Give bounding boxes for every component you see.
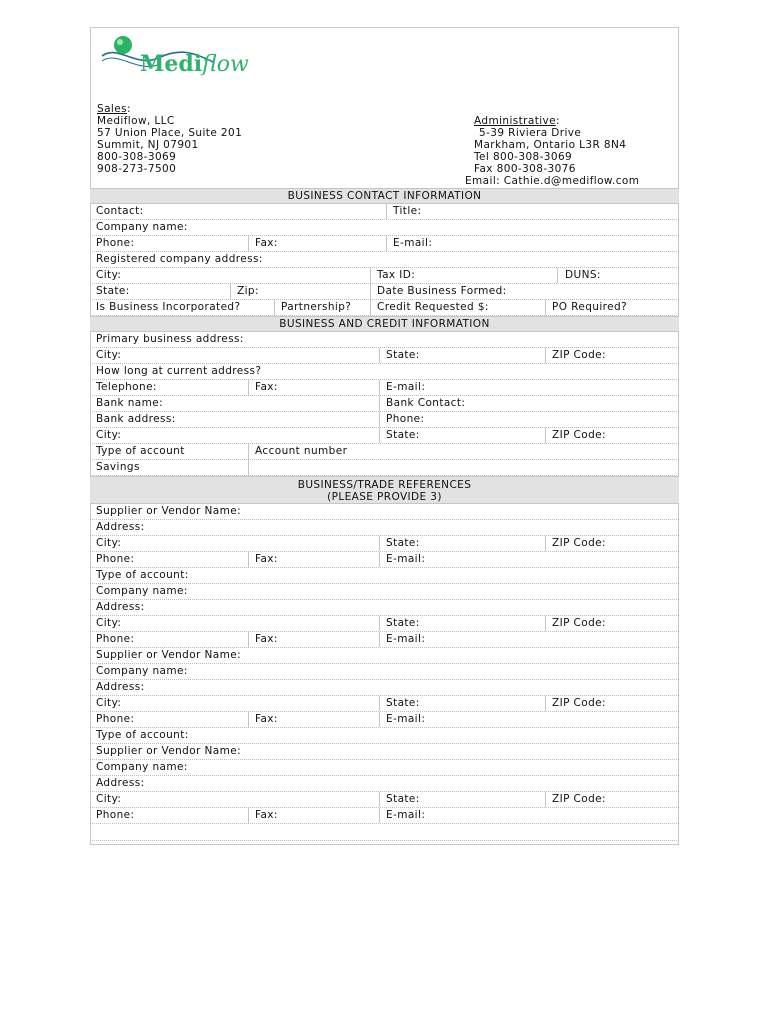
- blank-row[interactable]: [90, 824, 679, 841]
- section-header-trade-references: [90, 476, 679, 504]
- form-row: [90, 460, 679, 476]
- form-row: [90, 412, 679, 428]
- phone-field[interactable]: Phone:: [96, 237, 135, 249]
- phone-field[interactable]: Phone:: [96, 633, 135, 645]
- fax-field[interactable]: Fax:: [248, 552, 379, 567]
- fax-field[interactable]: Fax:: [248, 380, 379, 395]
- email-field[interactable]: E-mail:: [379, 552, 679, 567]
- form-row: [90, 680, 679, 696]
- form-row: [90, 600, 679, 616]
- trade-references-title: BUSINESS/TRADE REFERENCES: [297, 479, 472, 491]
- form-row: [90, 332, 679, 348]
- sales-heading: Sales: [97, 103, 127, 115]
- phone-field[interactable]: Phone:: [379, 412, 679, 427]
- company-name-field[interactable]: Company name:: [96, 585, 188, 597]
- supplier-field[interactable]: Supplier or Vendor Name:: [96, 505, 242, 517]
- form-row: [90, 712, 679, 728]
- contact-field[interactable]: Contact:: [96, 205, 144, 217]
- address-field[interactable]: Address:: [96, 681, 145, 693]
- bank-name-field[interactable]: Bank name:: [96, 397, 164, 409]
- address-field[interactable]: Address:: [96, 777, 145, 789]
- zip-code-field[interactable]: ZIP Code:: [545, 428, 679, 443]
- duns-field[interactable]: DUNS:: [557, 268, 679, 283]
- form-row: [90, 396, 679, 412]
- email-field[interactable]: E-mail:: [379, 632, 679, 647]
- form-row: [90, 236, 679, 252]
- company-name-field[interactable]: Company name:: [96, 221, 188, 233]
- email-field[interactable]: E-mail:: [379, 808, 679, 823]
- state-field[interactable]: State:: [379, 696, 545, 711]
- form-row: [90, 364, 679, 380]
- section-header-business-contact: BUSINESS CONTACT INFORMATION: [90, 188, 679, 204]
- partnership-field[interactable]: Partnership?: [274, 300, 370, 315]
- admin-line: 5-39 Riviera Drive: [479, 127, 582, 139]
- sales-line: Summit, NJ 07901: [97, 139, 199, 151]
- phone-field[interactable]: Phone:: [96, 809, 135, 821]
- form-grid: [90, 188, 679, 841]
- fax-field[interactable]: Fax:: [248, 236, 386, 251]
- email-field[interactable]: E-mail:: [386, 236, 679, 251]
- how-long-field[interactable]: How long at current address?: [96, 365, 262, 377]
- credit-requested-field[interactable]: Credit Requested $:: [370, 300, 545, 315]
- form-row: [90, 428, 679, 444]
- sales-line: 57 Union Place, Suite 201: [97, 127, 243, 139]
- admin-line: Fax 800-308-3076: [474, 163, 576, 175]
- state-field[interactable]: State:: [379, 348, 545, 363]
- state-field[interactable]: State:: [379, 792, 545, 807]
- form-row: [90, 204, 679, 220]
- admin-line: Tel 800-308-3069: [474, 151, 573, 163]
- zip-code-field[interactable]: ZIP Code:: [545, 616, 679, 631]
- type-of-account-field[interactable]: Type of account:: [96, 729, 189, 741]
- state-field[interactable]: State:: [379, 428, 545, 443]
- bank-address-field[interactable]: Bank address:: [96, 413, 176, 425]
- form-row: [90, 552, 679, 568]
- fax-field[interactable]: Fax:: [248, 712, 379, 727]
- form-row: [90, 284, 679, 300]
- telephone-field[interactable]: Telephone:: [96, 381, 157, 393]
- state-field[interactable]: State:: [379, 616, 545, 631]
- sales-address: Sales: Mediflow, LLC 57 Union Place, Suite 201 Summit, NJ 07901 800-308-3069 908-273-7500: [97, 103, 243, 175]
- admin-line: Markham, Ontario L3R 8N4: [474, 139, 627, 151]
- form-row: [90, 664, 679, 680]
- company-name-field[interactable]: Company name:: [96, 761, 188, 773]
- sales-line: 800-308-3069: [97, 151, 177, 163]
- form-row: [90, 536, 679, 552]
- type-of-account-label: Type of account: [96, 445, 185, 457]
- zip-code-field[interactable]: ZIP Code:: [545, 792, 679, 807]
- date-formed-field[interactable]: Date Business Formed:: [370, 284, 679, 299]
- registered-address-field[interactable]: Registered company address:: [96, 253, 263, 265]
- savings-account-number-field[interactable]: [248, 460, 679, 475]
- form-row: [90, 696, 679, 712]
- form-row: [90, 444, 679, 460]
- form-row: [90, 252, 679, 268]
- city-field[interactable]: City:: [96, 617, 122, 629]
- zip-code-field[interactable]: ZIP Code:: [545, 696, 679, 711]
- email-field[interactable]: E-mail:: [379, 380, 679, 395]
- address-field[interactable]: Address:: [96, 521, 145, 533]
- sales-line: 908-273-7500: [97, 163, 177, 175]
- form-row: [90, 728, 679, 744]
- form-row: [90, 792, 679, 808]
- form-row: [90, 220, 679, 236]
- form-row: [90, 744, 679, 760]
- city-field[interactable]: City:: [96, 537, 122, 549]
- form-row: [90, 300, 679, 316]
- form-row: [90, 568, 679, 584]
- form-row: [90, 584, 679, 600]
- type-of-account-field[interactable]: Type of account:: [96, 569, 189, 581]
- admin-heading: Administrative: [474, 115, 557, 127]
- form-row: [90, 648, 679, 664]
- phone-field[interactable]: Phone:: [96, 553, 135, 565]
- form-row: [90, 808, 679, 824]
- form-row: [90, 632, 679, 648]
- zip-code-field[interactable]: ZIP Code:: [545, 536, 679, 551]
- form-row: [90, 380, 679, 396]
- savings-field[interactable]: Savings: [96, 461, 140, 473]
- phone-field[interactable]: Phone:: [96, 713, 135, 725]
- city-field[interactable]: City:: [96, 429, 122, 441]
- zip-code-field[interactable]: ZIP Code:: [545, 348, 679, 363]
- logo-wordmark: Mediflow: [140, 51, 249, 77]
- form-row: [90, 760, 679, 776]
- city-field[interactable]: City:: [96, 793, 122, 805]
- admin-email: Email: Cathie.d@mediflow.com: [465, 175, 640, 187]
- form-row: [90, 520, 679, 536]
- city-field[interactable]: City:: [96, 269, 122, 281]
- section-header-business-credit: BUSINESS AND CREDIT INFORMATION: [90, 316, 679, 332]
- account-number-label: Account number: [248, 444, 679, 459]
- tax-id-field[interactable]: Tax ID:: [370, 268, 557, 283]
- fax-field[interactable]: Fax:: [248, 808, 379, 823]
- bank-contact-field[interactable]: Bank Contact:: [379, 396, 679, 411]
- admin-address: Administrative: 5-39 Riviera Drive Markham, Ontario L3R 8N4 Tel 800-308-3069 Fax 800-308-3076: [474, 115, 627, 175]
- supplier-field[interactable]: Supplier or Vendor Name:: [96, 745, 242, 757]
- city-field[interactable]: City:: [96, 697, 122, 709]
- state-field[interactable]: State:: [379, 536, 545, 551]
- company-name-field[interactable]: Company name:: [96, 665, 188, 677]
- form-row: [90, 504, 679, 520]
- sales-line: Mediflow, LLC: [97, 115, 175, 127]
- incorporated-field[interactable]: Is Business Incorporated?: [96, 301, 241, 313]
- form-row: [90, 268, 679, 284]
- title-field[interactable]: Title:: [386, 204, 679, 219]
- trade-references-subtitle: (PLEASE PROVIDE 3): [327, 491, 442, 503]
- form-row: [90, 348, 679, 364]
- form-row: [90, 776, 679, 792]
- email-field[interactable]: E-mail:: [379, 712, 679, 727]
- state-field[interactable]: State:: [96, 285, 130, 297]
- supplier-field[interactable]: Supplier or Vendor Name:: [96, 649, 242, 661]
- address-field[interactable]: Address:: [96, 601, 145, 613]
- primary-address-field[interactable]: Primary business address:: [96, 333, 244, 345]
- zip-field[interactable]: Zip:: [230, 284, 370, 299]
- fax-field[interactable]: Fax:: [248, 632, 379, 647]
- form-row: [90, 616, 679, 632]
- po-required-field[interactable]: PO Required?: [545, 300, 679, 315]
- city-field[interactable]: City:: [96, 349, 122, 361]
